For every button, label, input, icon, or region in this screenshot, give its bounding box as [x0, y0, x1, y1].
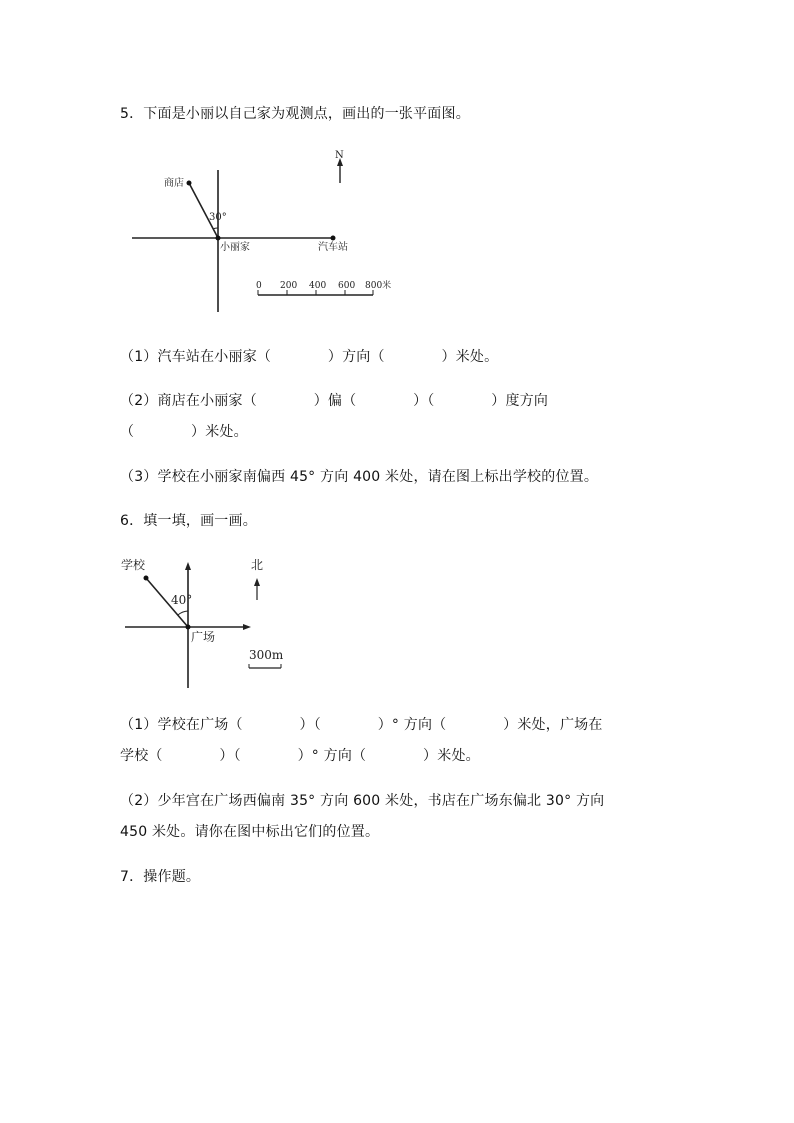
north-axis-arrow-head — [185, 562, 191, 570]
q6-sub1-line1: （1）学校在广场（ ）（ ）° 方向（ ）米处，广场在 — [120, 717, 603, 733]
east-arrow-head — [243, 624, 251, 630]
q7-title: 7．操作题。 — [120, 869, 201, 885]
scale-tick-label: 600 — [338, 281, 356, 291]
q5-title: 5．下面是小丽以自己家为观测点，画出的一张平面图。 — [120, 106, 470, 122]
scale-tick-label: 200 — [280, 281, 298, 291]
angle-label: 40° — [171, 593, 193, 607]
school-dot — [144, 576, 149, 581]
q5-sub2-line1: （2）商店在小丽家（ ）偏（ ）（ ）度方向 — [120, 393, 549, 409]
q6-sub1-line2: 学校（ ）（ ）° 方向（ ）米处。 — [120, 748, 480, 764]
q5-sub3: （3）学校在小丽家南偏西 45° 方向 400 米处，请在图上标出学校的位置。 — [120, 469, 599, 485]
school-label: 学校 — [121, 558, 146, 572]
shop-dot — [187, 181, 192, 186]
home-dot — [216, 236, 221, 241]
angle-arc — [178, 611, 188, 615]
q5-sub2-line2: （ ）米处。 — [120, 424, 248, 440]
scale-tick-label: 800米 — [365, 281, 392, 291]
north-label: N — [335, 150, 344, 161]
scale-tick-label: 0 — [256, 281, 262, 291]
scale-label: 300m — [249, 648, 284, 662]
station-dot — [331, 236, 336, 241]
q6-sub2-line1: （2）少年宫在广场西偏南 35° 方向 600 米处，书店在广场东偏北 30° 方向 — [120, 793, 605, 809]
station-label: 汽车站 — [318, 242, 348, 253]
scale-tick-label: 400 — [309, 281, 327, 291]
q6-title: 6．填一填，画一画。 — [120, 513, 257, 529]
square-dot — [186, 625, 191, 630]
angle-label: 30° — [209, 212, 227, 223]
q5-map — [125, 140, 415, 324]
square-label: 广场 — [191, 630, 216, 644]
q5-sub1: （1）汽车站在小丽家（ ）方向（ ）米处。 — [120, 349, 499, 365]
q6-map-svg — [115, 552, 305, 697]
north-arrow-head — [254, 578, 260, 586]
q5-map-svg — [125, 140, 415, 320]
shop-line — [189, 183, 218, 238]
q6-map — [115, 552, 305, 701]
q6-sub2-line2: 450 米处。请你在图中标出它们的位置。 — [120, 824, 380, 840]
shop-label: 商店 — [164, 178, 184, 189]
home-label: 小丽家 — [220, 242, 250, 253]
north-label: 北 — [251, 558, 264, 572]
